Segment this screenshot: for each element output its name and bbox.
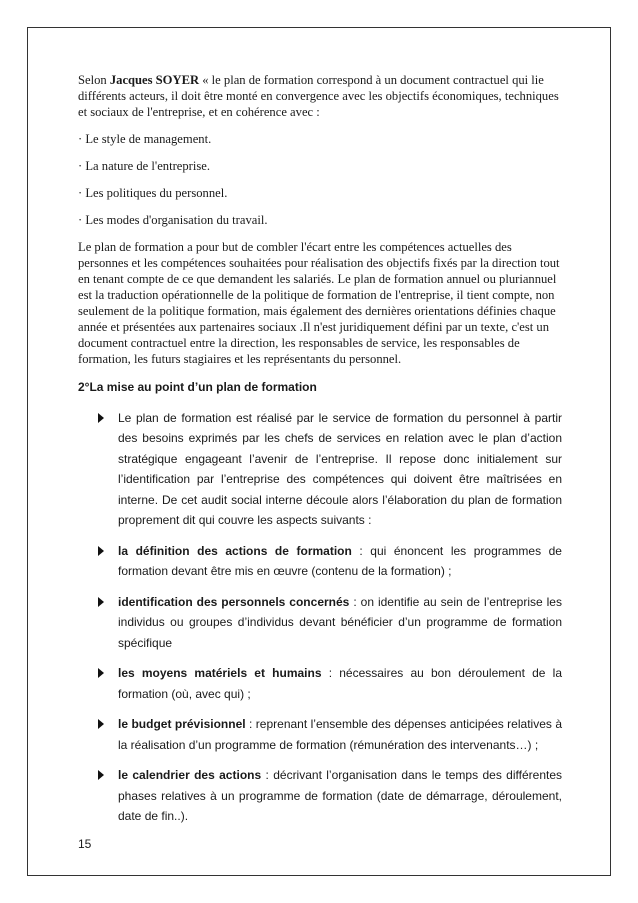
bullet-bold: identification des personnels concernés — [118, 594, 350, 609]
section-heading: 2°La mise au point d’un plan de formation — [78, 380, 317, 394]
list-item: · Les modes d'organisation du travail. — [78, 213, 268, 227]
bullet-bold: le calendrier des actions — [118, 768, 262, 782]
arrow-right-icon — [98, 770, 104, 780]
list-item: · La nature de l'entreprise. — [78, 159, 210, 173]
bullet-item — [98, 663, 562, 704]
list-item: · Les politiques du personnel. — [78, 186, 228, 200]
intro-paragraph — [78, 72, 562, 120]
intro-author: Jacques SOYER — [109, 73, 200, 87]
bullet-text: : qui énoncent les programmes de formation devant être mis en œuvre (contenu de la formation) ; — [118, 543, 562, 578]
arrow-right-icon — [98, 668, 104, 678]
arrow-right-icon — [98, 546, 104, 556]
bullet-bold: la définition des actions de formation — [118, 543, 352, 558]
bullet-bold: les moyens matériels et humains — [118, 666, 322, 680]
bullet-text: : décrivant l’organisation dans le temps des différentes phases relatives à un programme de formation (date de démarrage, déroulement, date de fin..). — [118, 768, 562, 823]
list-item: · Le style de management. — [78, 132, 212, 146]
bullet-text: : nécessaires au bon déroulement de la formation (où, avec qui) ; — [118, 666, 562, 701]
plan-description-paragraph: Le plan de formation a pour but de combler l'écart entre les compétences actuelles des personnes et les compétences souhaitées pour réalisation des objectifs fixés par la direction tout en tenant compte de ce que demandent les salariés. Le plan de formation annuel ou pluriannuel est la traduction opérationnelle de la politique de formation de l'entreprise, il tient compte, non seulement de la politique formation, mais également des dernières orientations définies chaque année et présentées aux partenaires sociaux .Il n'est juridiquement défini par un texte, c'est un document contractuel entre la direction, les responsables de service, les responsables de formation, les futurs stagiaires et les représentants du personnel. — [78, 240, 560, 366]
bullet-text: : reprenant l’ensemble des dépenses anticipées relatives à la réalisation d’un programme de formation (rémunération des intervenants…) ; — [118, 717, 562, 752]
document-body — [78, 72, 562, 837]
bullet-item — [98, 714, 562, 755]
arrow-right-icon — [98, 597, 104, 607]
arrow-right-icon — [98, 413, 104, 423]
bullet-text: Le plan de formation est réalisé par le service de formation du personnel à partir des besoins exprimés par les chefs de services en relation avec le plan d’action stratégique engageant l’avenir de l’entreprise. Il repose donc initialement sur l’identification par l’entreprise des compétences qui doivent être maîtrisées en interne. De cet audit social interne découle alors l’élaboration du plan de formation proprement dit qui couvre les aspects suivants : — [118, 410, 562, 527]
bullet-item — [98, 592, 562, 654]
page-number: 15 — [78, 837, 92, 851]
intro-text: « le plan de formation correspond à un document contractuel qui lie différents acteurs, il doit être monté en convergence avec les objectifs économiques, techniques et sociaux de l'entreprise, et en cohérence avec : — [78, 73, 559, 119]
bullet-text: : on identifie au sein de l’entreprise les individus ou groupes d’individus devant bénéficier d’un programme de formation spécifique — [118, 594, 562, 650]
intro-prefix: Selon — [78, 73, 110, 87]
bullet-item — [98, 408, 562, 531]
bullet-item — [98, 541, 562, 582]
arrow-right-icon — [98, 719, 104, 729]
bullet-item — [98, 765, 562, 827]
bullet-bold: le budget prévisionnel — [118, 717, 246, 731]
